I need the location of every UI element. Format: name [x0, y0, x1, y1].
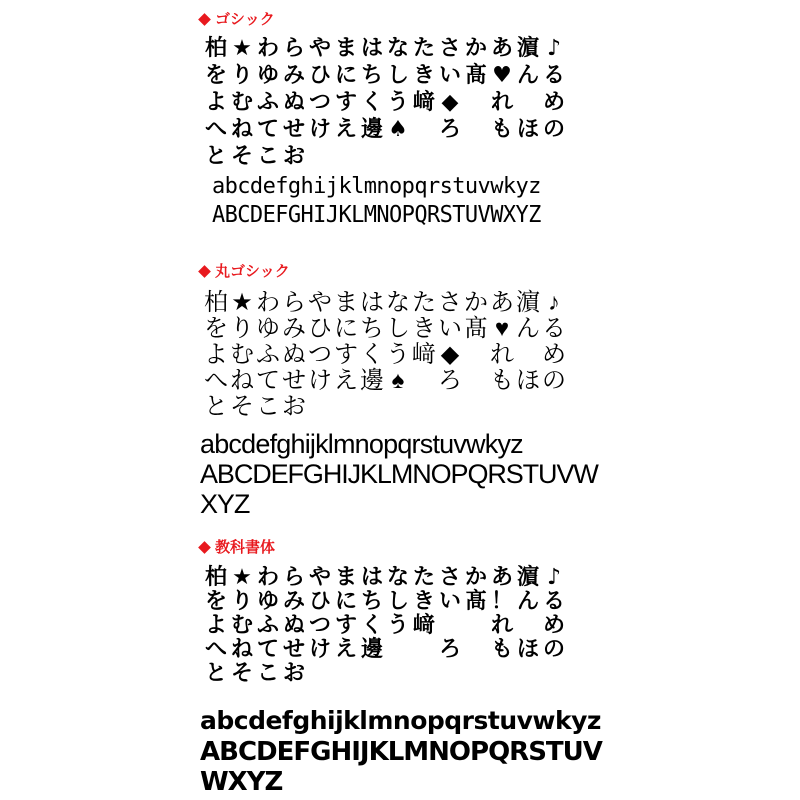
kana-grid-cell: む	[230, 90, 253, 115]
kana-grid-cell: に	[334, 315, 358, 342]
kana-grid-cell	[463, 117, 489, 143]
kana-grid-cell: ま	[334, 565, 357, 590]
kana-grid-cell: ほ	[516, 367, 540, 394]
kana-sample-grid	[203, 566, 567, 686]
kana-grid-cell: ★	[232, 36, 252, 61]
kana-grid-cell: た	[412, 565, 435, 590]
kana-grid-cell: ゆ	[256, 589, 279, 614]
uppercase-sample: ABCDEFGHIJKLMNOPQRSTUVWXYZ	[200, 737, 602, 797]
kana-grid-cell: ゆ	[256, 63, 279, 88]
kana-grid-cell: め	[542, 341, 566, 368]
kana-grid-cell: あ	[490, 289, 514, 316]
kana-grid-cell: 濵	[516, 289, 540, 316]
kana-grid-cell: ち	[360, 589, 383, 614]
kana-grid-cell: ゆ	[256, 315, 280, 342]
kana-grid-cell: ★	[232, 565, 252, 590]
kana-grid-cell: ★	[231, 289, 253, 316]
kana-grid-cell: あ	[490, 36, 513, 61]
kana-grid-cell: う	[386, 341, 410, 368]
kana-grid-cell: は	[360, 565, 383, 590]
kana-grid-cell: れ	[490, 341, 514, 368]
kana-grid-cell: お	[282, 661, 305, 686]
kana-grid-cell: さ	[438, 36, 461, 61]
kana-grid-cell: ひ	[308, 315, 332, 342]
kana-grid-cell: か	[464, 289, 488, 316]
kana-grid-cell: さ	[438, 289, 462, 316]
section-heading	[198, 10, 275, 28]
kana-grid-cell: も	[490, 367, 514, 394]
kana-grid-cell: と	[204, 661, 227, 686]
section-heading	[198, 538, 275, 556]
kana-grid-cell: ぬ	[282, 90, 305, 115]
kana-grid-cell: ぬ	[282, 613, 305, 638]
kana-grid-cell	[411, 368, 437, 394]
kana-grid-cell: の	[542, 637, 565, 662]
kana-grid-cell: り	[230, 589, 253, 614]
kana-grid-cell: は	[360, 289, 384, 316]
kana-grid-cell: り	[230, 63, 253, 88]
kana-grid-cell: く	[360, 90, 383, 115]
kana-grid-cell: ふ	[256, 341, 280, 368]
kana-grid-cell: 邊	[360, 637, 383, 662]
section-heading-text: ゴシック	[215, 10, 275, 28]
kana-grid-cell: ね	[230, 117, 253, 142]
section-heading	[198, 262, 290, 280]
kana-grid-cell: ♪	[546, 36, 562, 61]
kana-grid-cell: し	[386, 63, 409, 88]
kana-grid-cell	[411, 117, 437, 143]
kana-grid-cell: ら	[282, 565, 305, 590]
red-diamond-bullet-icon	[198, 13, 211, 26]
kana-grid-cell: も	[490, 117, 513, 142]
kana-grid-cell: つ	[308, 613, 331, 638]
kana-grid-cell: 柏	[204, 565, 227, 590]
kana-grid-cell: て	[256, 117, 279, 142]
kana-grid-cell: け	[308, 637, 331, 662]
kana-grid-cell: ほ	[516, 117, 539, 142]
kana-grid-cell: ん	[516, 63, 539, 88]
section-heading-text: 教科書体	[215, 538, 276, 556]
kana-grid-cell: よ	[204, 613, 227, 638]
kana-grid-cell: と	[204, 144, 227, 169]
kana-grid-cell: と	[204, 393, 228, 420]
kana-grid-cell: き	[412, 589, 435, 614]
kana-grid-cell: て	[256, 367, 280, 394]
kana-grid-cell: せ	[282, 637, 305, 662]
kana-grid-cell: い	[438, 315, 462, 342]
red-diamond-bullet-icon	[198, 541, 211, 554]
kana-grid-cell: そ	[230, 393, 254, 420]
kana-grid-cell: ん	[516, 315, 540, 342]
kana-grid-cell	[515, 90, 541, 116]
kana-grid-cell: す	[334, 90, 357, 115]
kana-grid-cell: う	[386, 90, 409, 115]
kana-grid-cell: れ	[490, 90, 513, 115]
kana-grid-cell: し	[386, 315, 410, 342]
kana-grid-cell: な	[386, 565, 409, 590]
kana-grid-cell: む	[230, 341, 254, 368]
kana-grid-cell: も	[490, 637, 513, 662]
kana-grid-cell: た	[412, 36, 435, 61]
kana-grid-cell: ひ	[308, 589, 331, 614]
kana-grid-cell: は	[360, 36, 383, 61]
kana-grid-cell: か	[464, 565, 487, 590]
kana-grid-cell: る	[542, 63, 565, 88]
kana-grid-cell: 﨑	[412, 90, 435, 115]
kana-grid-cell: の	[542, 117, 565, 142]
kana-grid-cell: く	[360, 613, 383, 638]
kana-grid-cell: き	[412, 315, 436, 342]
kana-grid-cell: こ	[256, 144, 279, 169]
uppercase-sample: ABCDEFGHIJKLMNOPQRSTUVWXYZ	[200, 459, 598, 519]
kana-grid-cell: れ	[490, 613, 513, 638]
kana-grid-cell: す	[334, 613, 357, 638]
kana-grid-cell: を	[204, 63, 227, 88]
kana-grid-cell: を	[204, 589, 227, 614]
kana-grid-cell: わ	[256, 36, 279, 61]
kana-grid-cell	[463, 638, 489, 662]
kana-grid-cell: え	[334, 367, 358, 394]
lowercase-sample: abcdefghijklmnopqrstuvwkyz	[200, 429, 523, 459]
kana-grid-cell: せ	[282, 367, 306, 394]
kana-grid-cell: か	[464, 36, 487, 61]
kana-grid-cell: み	[282, 589, 305, 614]
kana-grid-cell: ほ	[516, 637, 539, 662]
kana-grid-cell: ふ	[256, 90, 279, 115]
kana-grid-cell: ら	[282, 289, 306, 316]
kana-grid-cell: ら	[282, 36, 305, 61]
kana-grid-cell	[385, 638, 411, 662]
kana-grid-cell	[463, 342, 489, 368]
kana-grid-cell: て	[256, 637, 279, 662]
kana-grid-cell: え	[334, 637, 357, 662]
kana-grid-cell: 濵	[516, 36, 539, 61]
kana-grid-cell: ま	[334, 36, 357, 61]
kana-grid-cell: な	[386, 289, 410, 316]
kana-grid-cell: す	[334, 341, 358, 368]
kana-grid-cell: に	[334, 589, 357, 614]
kana-grid-cell: そ	[230, 144, 253, 169]
kana-grid-cell: い	[438, 589, 461, 614]
kana-grid-cell: ね	[230, 637, 253, 662]
kana-grid-cell: り	[230, 315, 254, 342]
kana-grid-cell	[437, 614, 463, 638]
kana-grid-cell	[515, 614, 541, 638]
kana-grid-cell: 﨑	[412, 341, 436, 368]
kana-grid-cell: へ	[204, 367, 228, 394]
kana-grid-cell: に	[334, 63, 357, 88]
kana-grid-cell: わ	[256, 289, 280, 316]
kana-grid-cell: ぬ	[282, 341, 306, 368]
kana-grid-cell: こ	[256, 661, 279, 686]
kana-grid-cell: め	[542, 613, 565, 638]
kana-grid-cell: ふ	[256, 613, 279, 638]
kana-grid-cell: ち	[360, 315, 384, 342]
kana-grid-cell: ♠	[391, 367, 405, 394]
kana-grid-cell: や	[308, 289, 332, 316]
kana-grid-cell: ん	[516, 589, 539, 614]
kana-grid-cell: ♠	[388, 117, 408, 142]
kana-grid-cell	[463, 368, 489, 394]
kana-grid-cell: き	[412, 63, 435, 88]
kana-grid-cell: ち	[360, 63, 383, 88]
kana-grid-cell	[411, 638, 437, 662]
kana-grid-cell	[463, 90, 489, 116]
kana-grid-cell: そ	[230, 661, 253, 686]
kana-grid-cell: し	[386, 589, 409, 614]
kana-grid-cell: め	[542, 90, 565, 115]
kana-grid-cell: こ	[256, 393, 280, 420]
kana-grid-cell: う	[386, 613, 409, 638]
kana-grid-cell: る	[542, 589, 565, 614]
kana-grid-cell: つ	[308, 90, 331, 115]
kana-grid-cell: む	[230, 613, 253, 638]
kana-grid-cell: へ	[204, 637, 227, 662]
kana-grid-cell: ろ	[438, 367, 462, 394]
kana-grid-cell: や	[308, 36, 331, 61]
kana-grid-cell: る	[542, 315, 566, 342]
kana-grid-cell: ♪	[546, 565, 562, 590]
kana-grid-cell: 柏	[204, 289, 228, 316]
kana-grid-cell: ◆	[441, 90, 459, 115]
kana-grid-cell: な	[386, 36, 409, 61]
kana-grid-cell	[463, 614, 489, 638]
kana-grid-cell: た	[412, 289, 436, 316]
lowercase-sample: abcdefghijklmnopqrstuvwkyz	[200, 706, 601, 735]
kana-grid-cell: ひ	[308, 63, 331, 88]
kana-grid-cell	[515, 342, 541, 368]
kana-grid-cell: ♪	[548, 289, 560, 316]
kana-grid-cell: 柏	[204, 36, 227, 61]
kana-grid-cell: 髙	[464, 315, 488, 342]
kana-grid-cell: ま	[334, 289, 358, 316]
kana-grid-cell: け	[308, 367, 332, 394]
kana-grid-cell: お	[282, 393, 306, 420]
kana-grid-cell: 髙	[464, 63, 487, 88]
kana-grid-cell: へ	[204, 117, 227, 142]
kana-grid-cell: い	[438, 63, 461, 88]
kana-grid-cell: せ	[282, 117, 305, 142]
kana-grid-cell: ね	[230, 367, 254, 394]
kana-grid-cell: ♥	[494, 315, 510, 342]
kana-grid-cell: を	[204, 315, 228, 342]
kana-grid-cell: く	[360, 341, 384, 368]
kana-grid-cell: み	[282, 63, 305, 88]
kana-grid-cell: 髙	[464, 589, 487, 614]
kana-sample-grid	[203, 290, 567, 420]
kana-grid-cell: つ	[308, 341, 332, 368]
kana-grid-cell: お	[282, 144, 305, 169]
kana-grid-cell: ♥	[492, 63, 512, 88]
kana-grid-cell: け	[308, 117, 331, 142]
kana-grid-cell: 濵	[516, 565, 539, 590]
uppercase-sample: ABCDEFGHIJKLMNOPQRSTUVWXYZ	[212, 202, 541, 229]
section-heading-text: 丸ゴシック	[215, 262, 290, 280]
kana-grid-cell: ！	[490, 589, 513, 614]
kana-grid-cell: え	[334, 117, 357, 142]
kana-grid-cell: み	[282, 315, 306, 342]
kana-grid-cell: よ	[204, 90, 227, 115]
red-diamond-bullet-icon	[198, 265, 211, 278]
kana-sample-grid	[203, 36, 567, 171]
kana-grid-cell: 邊	[360, 117, 383, 142]
kana-grid-cell: わ	[256, 565, 279, 590]
kana-grid-cell: ろ	[438, 117, 461, 142]
kana-grid-cell: ◆	[440, 341, 460, 368]
kana-grid-cell: や	[308, 565, 331, 590]
kana-grid-cell: の	[542, 367, 566, 394]
kana-grid-cell: さ	[438, 565, 461, 590]
kana-grid-cell: ろ	[438, 637, 461, 662]
kana-grid-cell: 邊	[360, 367, 384, 394]
kana-grid-cell: よ	[204, 341, 228, 368]
kana-grid-cell: あ	[490, 565, 513, 590]
lowercase-sample: abcdefghijklmnopqrstuvwkyz	[212, 174, 541, 199]
kana-grid-cell: 﨑	[412, 613, 435, 638]
